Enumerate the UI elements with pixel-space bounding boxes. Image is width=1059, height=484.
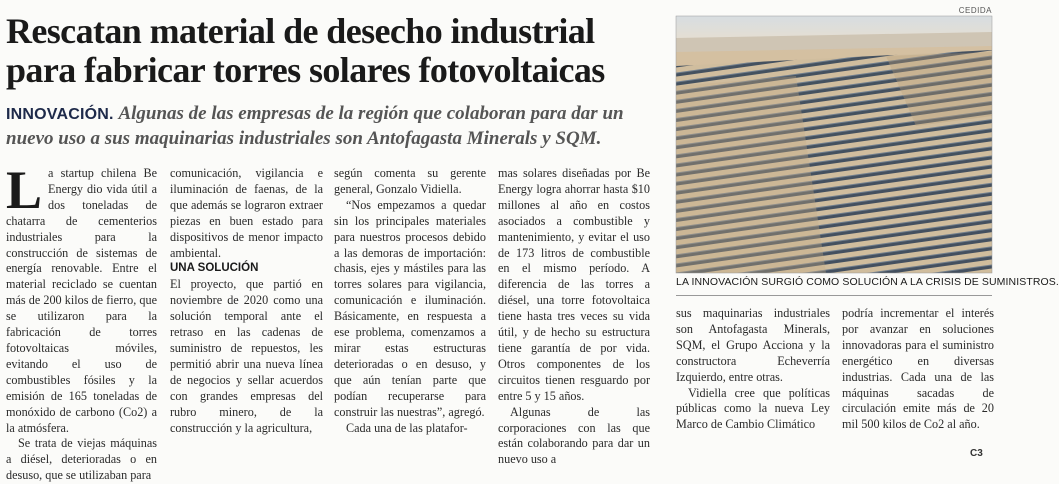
subhead-una-solucion: UNA SOLUCIÓN [170, 262, 259, 275]
body-column-6 [842, 306, 994, 433]
col3-paragraph-3: Cada una de las platafor- [346, 420, 468, 435]
col3-paragraph-1: según comenta su gerente general, Gonzalo Vidiella. [334, 166, 486, 196]
body-column-5 [676, 306, 830, 433]
caption-divider [676, 295, 992, 296]
lead-kicker: INNOVACIÓN. [6, 106, 114, 123]
col1-paragraph-1: a startup chilena Be Energy dio vida útil a dos toneladas de chatarra de cementerios industriales para la construcción de sistemas de energía renovable. Entre el material reciclado se cuentan más de 200 kilos de fierro, que se utilizaron para la fabricación de torres fotovoltaicas móviles, evitando el uso de combustibles fósiles y la emisión de 165 toneladas de monóxido de carbono (Co2) a la atmósfera. [6, 166, 157, 435]
col3-paragraph-2: “Nos empezamos a quedar sin los principales materiales para nuestros procesos debido a las demoras de importación: chasis, ejes y mástiles para las torres solares para vigilancia, comunicación e iluminación. Básicamente, en respuesta a ese problema, comenzamos a mirar estas estructuras deterioradas o en desuso, y que aún tenían parte que podían recuperarse para construir las nuestras”, agregó. [334, 197, 486, 419]
col2-paragraph-1: comunicación, vigilancia e iluminación de faenas, de la que además se lograron extraer piezas en buen estado para dispositivos de menor impacto ambiental. [170, 166, 323, 260]
lead-paragraph [6, 102, 670, 151]
col4-paragraph-1: mas solares diseñadas por Be Energy logra ahorrar hasta $10 millones al año en costos asociados a combustible y mantenimiento, y evitar el uso de 173 litros de combustible en el mismo período. A diferencia de las torres a diésel, una torre fotovoltaica tiene hasta tres veces su vida útil, y de hecho su estructura tiene garantía de por vida. Otros componentes de los circuitos tienen resguardo por entre 5 y 15 años. [498, 166, 650, 403]
end-mark: C3 [970, 448, 983, 459]
col5-paragraph-1: sus maquinarias industriales son Antofagasta Minerals, SQM, el Grupo Acciona y la constructora Echeverría Izquierdo, entre otras. [676, 306, 830, 384]
lead-text: Algunas de las empresas de la región que colaboran para dar un nuevo uso a sus maquinarias industriales son Antofagasta Minerals y SQM. [6, 103, 624, 149]
solar-farm-photo [676, 16, 992, 273]
headline-line-2: para fabricar torres solares fotovoltaicas [6, 50, 605, 90]
col2-paragraph-2: El proyecto, que partió en noviembre de 2020 como una solución temporal ante el retraso en las cadenas de suministro de repuestos, les permitió abrir una nueva línea de negocios y sellar acuerdos con grandes empresas del rubro minero, de la construcción y la agricultura, [170, 277, 323, 435]
col1-paragraph-2: Se trata de viejas máquinas a diésel, deterioradas o en desuso, que se utilizaban para [6, 436, 157, 483]
col6-paragraph-1: podría incrementar el interés por avanzar en soluciones innovadoras para el suministro energético en diversas industrias. Cada una de las máquinas sacadas de circulación emite más de 20 mil 500 kilos de Co2 al año. [842, 306, 994, 432]
drop-cap: L [6, 160, 43, 220]
col4-paragraph-2: Algunas de las corporaciones con las que están colaborando para dar un nuevo uso a [498, 404, 650, 467]
photo-credit: CEDIDA [958, 6, 992, 15]
headline [6, 12, 670, 90]
photo-block [676, 8, 992, 273]
body-column-1 [6, 160, 157, 484]
photo-caption: LA INNOVACIÓN SURGIÓ COMO SOLUCIÓN A LA CRISIS DE SUMINISTROS. [676, 276, 1059, 288]
body-column-2 [170, 166, 323, 436]
headline-line-1: Rescatan material de desecho industrial [6, 11, 595, 51]
col5-paragraph-2: Vidiella cree que políticas públicas como la nueva Ley Marco de Cambio Climático [676, 385, 830, 432]
body-column-3 [334, 166, 486, 436]
body-column-4 [498, 166, 650, 468]
